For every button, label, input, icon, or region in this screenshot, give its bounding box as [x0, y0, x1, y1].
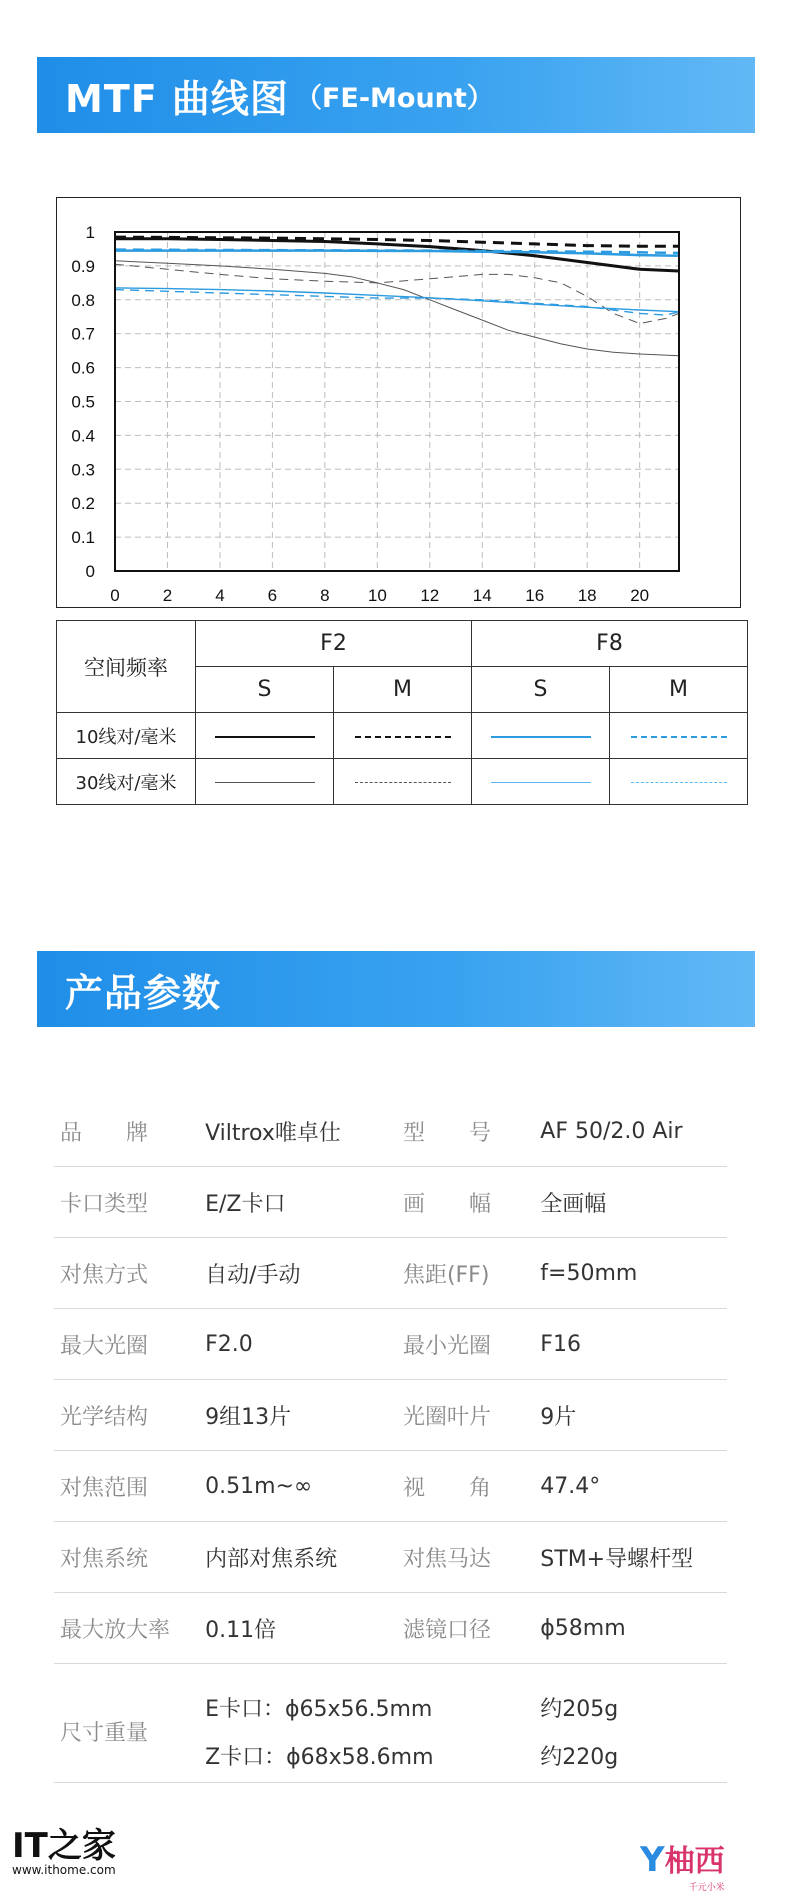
ithome-url: www.ithome.com — [12, 1863, 116, 1877]
spec-label: 最大光圈 — [54, 1309, 205, 1380]
y-tick-label: 0 — [85, 562, 95, 581]
legend-sample-f8-m-30 — [610, 759, 748, 805]
x-tick-label: 10 — [367, 586, 387, 605]
spec-value: 9组13片 — [205, 1380, 397, 1451]
legend-sample-f2-s-30 — [196, 759, 334, 805]
mtf-banner — [37, 57, 755, 133]
y-tick-label: 0.8 — [71, 290, 95, 310]
ithome-logo-text: IT之家 — [12, 1826, 116, 1866]
y-tick-label: 0.1 — [71, 528, 95, 548]
spec-label: 画 幅 — [397, 1167, 540, 1238]
spec-label: 视 角 — [397, 1451, 540, 1522]
x-tick-label: 8 — [320, 586, 330, 605]
spec-z-weight: 约220g — [540, 1745, 619, 1770]
spec-value: 47.4° — [540, 1451, 727, 1522]
legend-sample-f2-m-10 — [334, 713, 472, 759]
series-line — [115, 264, 679, 323]
spec-row-dimensions — [54, 1664, 727, 1783]
spec-row — [54, 1167, 727, 1238]
y-tick-label: 0.6 — [71, 358, 95, 378]
spec-dim-weights — [540, 1664, 727, 1783]
legend-sample-f8-s-10 — [472, 713, 610, 759]
y-tick-label: 0.5 — [71, 392, 95, 412]
spec-row — [54, 1522, 727, 1593]
spec-label: 对焦方式 — [54, 1238, 205, 1309]
spec-e-weight: 约205g — [540, 1697, 619, 1722]
legend-header-cell — [57, 621, 196, 713]
youxi-logo-y: Y — [640, 1840, 665, 1880]
spec-row — [54, 1593, 727, 1664]
youxi-logo — [640, 1836, 725, 1893]
ithome-logo — [12, 1818, 116, 1877]
spec-label: 最大放大率 — [54, 1593, 205, 1664]
y-tick-label: 0.4 — [71, 426, 95, 446]
spec-label: 对焦马达 — [397, 1522, 540, 1593]
spec-value: 9片 — [540, 1380, 727, 1451]
spec-value: 内部对焦系统 — [205, 1522, 397, 1593]
spec-value: STM+导螺杆型 — [540, 1522, 727, 1593]
spec-label: 卡口类型 — [54, 1167, 205, 1238]
legend-sample-f2-s-10 — [196, 713, 334, 759]
spec-value: 0.11倍 — [205, 1593, 397, 1664]
mtf-chart-frame — [56, 197, 741, 608]
legend-header: 空间频率 — [84, 655, 168, 680]
spec-row — [54, 1238, 727, 1309]
x-tick-label: 2 — [162, 586, 173, 605]
x-tick-label: 6 — [267, 586, 278, 605]
y-tick-label: 0.3 — [71, 460, 95, 480]
specs-banner — [37, 951, 755, 1027]
legend-sample-f8-s-30 — [472, 759, 610, 805]
spec-value: 全画幅 — [540, 1167, 727, 1238]
legend-row-10lp: 10线对/毫米 — [57, 713, 196, 759]
spec-value: AF 50/2.0 Air — [540, 1096, 727, 1167]
legend-aperture-f8: F8 — [472, 621, 748, 667]
spec-table — [54, 1096, 727, 1783]
spec-value: Viltrox唯卓仕 — [205, 1096, 397, 1167]
spec-value: 自动/手动 — [205, 1238, 397, 1309]
spec-label: 光学结构 — [54, 1380, 205, 1451]
spec-z-size: Z卡口：ϕ68x58.6mm — [205, 1745, 434, 1770]
spec-label: 对焦系统 — [54, 1522, 205, 1593]
legend-f2-s: S — [196, 667, 334, 713]
x-tick-label: 4 — [215, 586, 225, 605]
x-tick-label: 14 — [472, 586, 492, 605]
spec-row — [54, 1380, 727, 1451]
spec-dim-sizes — [205, 1664, 540, 1783]
legend-row-30lp: 30线对/毫米 — [57, 759, 196, 805]
youxi-logo-sub: 千元小米 — [688, 1883, 725, 1893]
spec-label: 光圈叶片 — [397, 1380, 540, 1451]
legend-sample-f8-m-10 — [610, 713, 748, 759]
mtf-legend-table — [56, 620, 748, 805]
mtf-chart — [57, 198, 742, 609]
spec-label: 焦距(FF) — [397, 1238, 540, 1309]
spec-label: 滤镜口径 — [397, 1593, 540, 1664]
x-tick-label: 18 — [577, 586, 597, 605]
x-tick-label: 20 — [630, 586, 650, 605]
spec-label: 对焦范围 — [54, 1451, 205, 1522]
spec-e-size: E卡口：ϕ65x56.5mm — [205, 1697, 433, 1722]
spec-label: 型 号 — [397, 1096, 540, 1167]
spec-value: F16 — [540, 1309, 727, 1380]
spec-label: 品 牌 — [54, 1096, 205, 1167]
x-tick-label: 16 — [525, 586, 545, 605]
series-line — [115, 251, 679, 256]
legend-f2-m: M — [334, 667, 472, 713]
spec-row — [54, 1309, 727, 1380]
spec-value: E/Z卡口 — [205, 1167, 397, 1238]
spec-row — [54, 1451, 727, 1522]
x-tick-label: 12 — [420, 586, 440, 605]
spec-value: F2.0 — [205, 1309, 397, 1380]
x-tick-label: 0 — [110, 586, 120, 605]
legend-aperture-f2: F2 — [196, 621, 472, 667]
y-tick-label: 0.7 — [71, 324, 95, 344]
mtf-banner-title: MTF 曲线图 — [65, 76, 289, 121]
youxi-logo-text: 柚西 — [664, 1844, 725, 1879]
spec-value: ϕ58mm — [540, 1593, 727, 1664]
y-tick-label: 0.9 — [71, 256, 95, 276]
spec-label: 最小光圈 — [397, 1309, 540, 1380]
spec-value: f=50mm — [540, 1238, 727, 1309]
spec-value: 0.51m~∞ — [205, 1451, 397, 1522]
specs-banner-title: 产品参数 — [65, 970, 222, 1015]
y-tick-label: 1 — [85, 223, 95, 242]
legend-f8-m: M — [610, 667, 748, 713]
series-line — [115, 290, 679, 316]
y-tick-label: 0.2 — [71, 494, 95, 514]
spec-row — [54, 1096, 727, 1167]
mtf-banner-subtitle: （FE-Mount） — [294, 82, 494, 114]
spec-label: 尺寸重量 — [54, 1664, 205, 1783]
legend-sample-f2-m-30 — [334, 759, 472, 805]
legend-f8-s: S — [472, 667, 610, 713]
